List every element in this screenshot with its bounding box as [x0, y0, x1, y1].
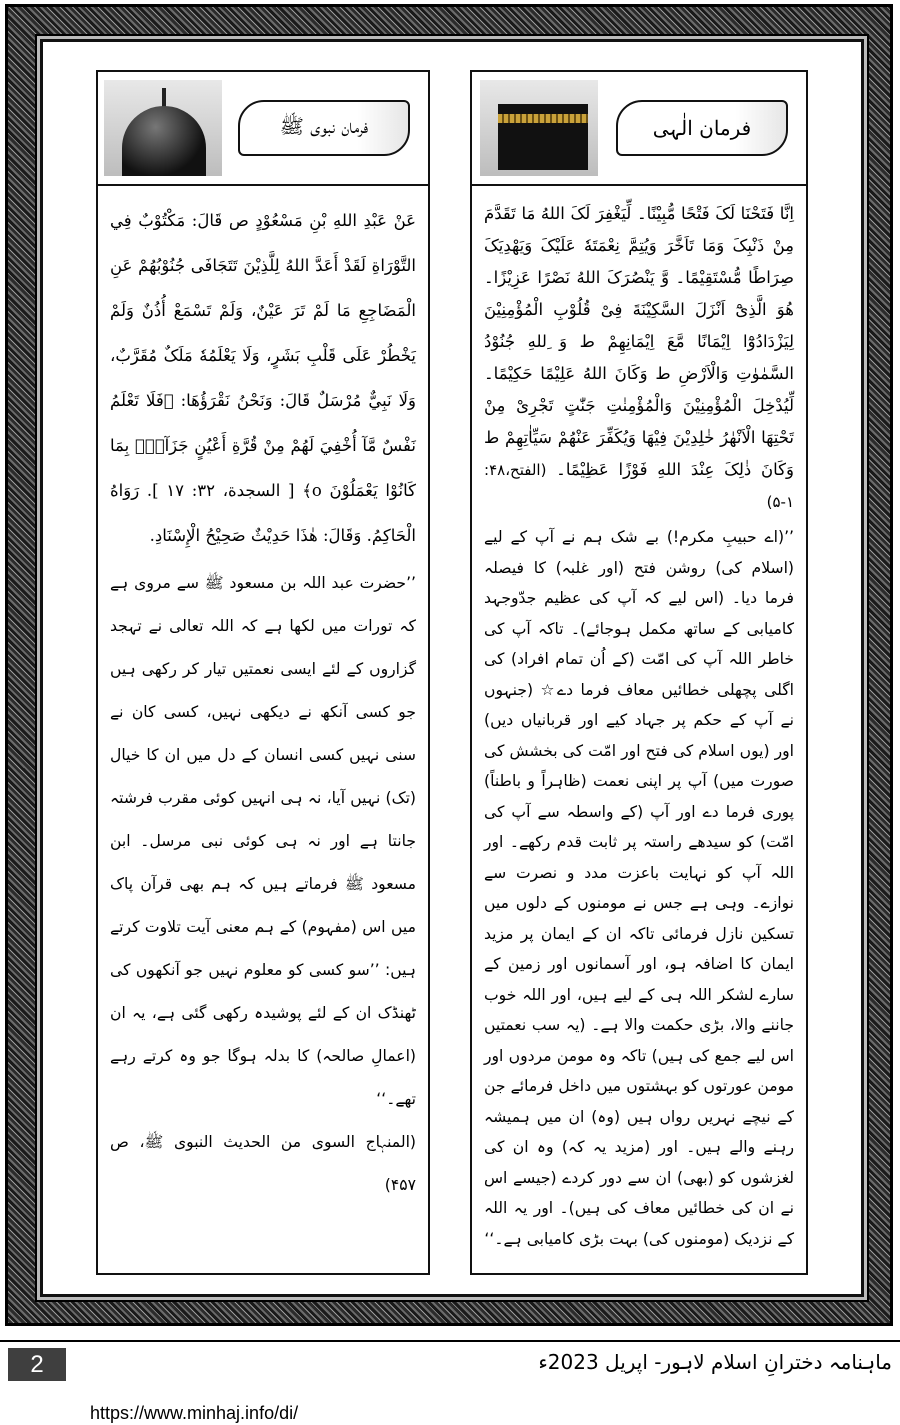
dome-spire: [162, 88, 166, 108]
quran-translation-urdu: ’’(اے حبیبِ مکرم!) بے شک ہم نے آپ کے لیے (اسلام کی) روشن فتح (اور غلبہ) کا فیصلہ فرما دیا۔ (اس لیے کہ آپ کی عظیم جدّوجہد کامیابی کے ساتھ مکمل ہوجائے)۔ تاکہ آپ کی خاطر اللہ آپ کی امّت (کے اُن تمام افراد) کی اگلی پچھلی خطائیں معاف فرما دے☆ (جنہوں نے آپ کے حکم پر جہاد کیے اور قربانیاں دیں) اور (یوں اسلام کی فتح اور امّت کی بخشش کی صورت میں) آپ پر اپنی نعمت (ظاہراً و باطناً) پوری فرما دے اور آپ (کے واسطہ سے آپ کی امّت) کو سیدھے راستہ پر ثابت قدم رکھے۔ اور اللہ آپ کو نہایت باعزت مدد و نصرت سے نوازے۔ وہی ہے جس نے مومنوں کے دلوں میں تسکین نازل فرمائی تاکہ ان کے ایمان پر مزید ایمان کا اضافہ ہو، اور آسمانوں اور زمین کے سارے لشکر اللہ ہی کے لیے ہیں، اور اللہ خوب جاننے والا، بڑی حکمت والا ہے۔ (یہ سب نعمتیں اس لیے جمع کی ہیں) تاکہ وہ مومن مردوں اور مومن عورتوں کو بہشتوں میں داخل فرمائے جن کے نیچے نہریں رواں ہیں (وہ) ان میں ہمیشہ رہنے والے ہیں۔ اور (مزید یہ کہ) وہ ان کی لغزشوں کو (بھی) ان سے دور کردے (جیسے اس نے ان کی خطائیں معاف کی ہیں)۔ اور یہ اللہ کے نزدیک (مومنوں کی) بہت بڑی کامیابی ہے۔‘‘: [484, 528, 794, 1248]
farman-nabawi-body: [98, 186, 428, 1207]
farman-ilahi-body: [472, 186, 806, 1254]
hadith-reference: (المنہاج السوی من الحدیث النبوی ﷺ، ص ۴۵۷): [110, 1133, 416, 1194]
farman-ilahi-column: [470, 70, 808, 1275]
hadith-arabic: عَنْ عَبْدِ اللهِ بْنِ مَسْعُوْدٍ ص قَالَ: مَکْتُوْبٌ فِي التَّوْرَاةِ لَقَدْ أَعَدَّ اللهُ لِلَّذِیْنَ تَتَجَافَی جُنُوْبُهُمْ عَنِ الْمَضَاجِعِ مَا لَمْ تَرَ عَیْنٌ، وَلَمْ تَسْمَعْ أُذُنٌ وَلَمْ یَخْطُرْ عَلَی قَلْبِ بَشَرٍ، وَلَا یَعْلَمُهٗ مَلَکٌ مُقَرَّبٌ، وَلَا نَبِيٌّ مُرْسَلٌ قَالَ: وَنَحْنُ نَقْرَؤُهَا: ﴿فَلَا تَعْلَمُ نَفْسٌ مَّآ أُخْفِيَ لَهُمْ مِنْ قُرَّةِ أَعْیُنٍ جَزَآءًۢ بِمَا کَانُوْا یَعْمَلُوْنَ o﴾ [ السجدة، ۳۲: ۱۷ ]. رَوَاهُ الْحَاکِمُ. وَقَالَ: هٰذَا حَدِیْثٌ صَحِیْحُ الْإِسْنَادِ.: [110, 211, 416, 545]
kaaba-kiswah-band: [498, 114, 588, 123]
quran-verse-text: [484, 198, 794, 518]
dome-icon: [122, 106, 206, 176]
green-dome-image: [104, 80, 222, 176]
magazine-title: ماہنامہ دخترانِ اسلام لاہور- اپریل 2023ء: [538, 1350, 892, 1374]
footer-divider: [0, 1340, 900, 1342]
source-url[interactable]: https://www.minhaj.info/di/: [90, 1403, 299, 1423]
farman-ilahi-title: فرمان الٰہی: [616, 100, 788, 156]
farman-nabawi-title: فرمان نبوی ﷺ: [238, 100, 410, 156]
quran-verse-arabic: اِنَّا فَتَحْنَا لَکَ فَتْحًا مُّبِیْنًا۔ لِّیَغْفِرَ لَکَ اللهُ مَا تَقَدَّمَ مِنْ ذَنْبِکَ وَمَا تَاَخَّرَ وَیُتِمَّ نِعْمَتَهٗ عَلَیْکَ وَیَهْدِیَکَ صِرَاطًا مُّسْتَقِیْمًا۔ وَّ یَنْصُرَکَ اللهُ نَصْرًا عَزِیْزًا۔ هُوَ الَّذِیْٓ اَنْزَلَ السَّکِیْنَةَ فِیْ قُلُوْبِ الْمُؤْمِنِیْنَ لِیَزْدَادُوْٓا اِیْمَانًا مَّعَ اِیْمَانِهِمْ ط وَ ِللهِ جُنُوْدُ السَّمٰوٰتِ وَالْاَرْضِ ط وَکَانَ اللهُ عَلِیْمًا حَکِیْمًا۔ لِّیُدْخِلَ الْمُؤْمِنِیْنَ وَالْمُؤْمِنٰتِ جَنّٰتٍ تَجْرِیْ مِنْ تَحْتِهَا الْاَنْهٰرُ خٰلِدِیْنَ فِیْهَا وَیُکَفِّرَ عَنْهُمْ سَیِّاٰتِهِمْ ط وَکَانَ ذٰلِکَ عِنْدَ اللهِ فَوْزًا عَظِیْمًا۔: [484, 204, 794, 479]
kaaba-image: [480, 80, 598, 176]
hadith-translation-urdu: ’’حضرت عبد اللہ بن مسعود ﷺ سے مروی ہے کہ تورات میں لکھا ہے کہ اللہ تعالی نے تہجد گزاروں کے لئے ایسی نعمتیں تیار کر رکھی ہیں جو کسی آنکھ نے دیکھی نہیں، کسی کان نے سنی نہیں کسی انسان کے دل میں ان کا خیال (تک) نہیں آیا، نہ ہی انہیں کوئی مقرب فرشتہ جانتا ہے اور نہ ہی کوئی نبی مرسل۔ ابن مسعود ﷺ فرماتے ہیں کہ ہم بھی قرآن پاک میں اس (مفہوم) کے ہم معنی آیت تلاوت کرتے ہیں: ’’سو کسی کو معلوم نہیں جو آنکھوں کی ٹھنڈک ان کے لئے پوشیدہ رکھی گئی ہے، یہ ان (اعمالِ صالحہ) کا بدلہ ہوگا جو وہ کرتے رہے تھے۔‘‘: [110, 574, 416, 1108]
farman-nabawi-column: [96, 70, 430, 1275]
farman-ilahi-header: [472, 72, 806, 186]
farman-nabawi-header: [98, 72, 428, 186]
quran-reference: (الفتح،۴۸: ۱-۵): [484, 461, 794, 511]
page-number: 2: [8, 1348, 66, 1381]
